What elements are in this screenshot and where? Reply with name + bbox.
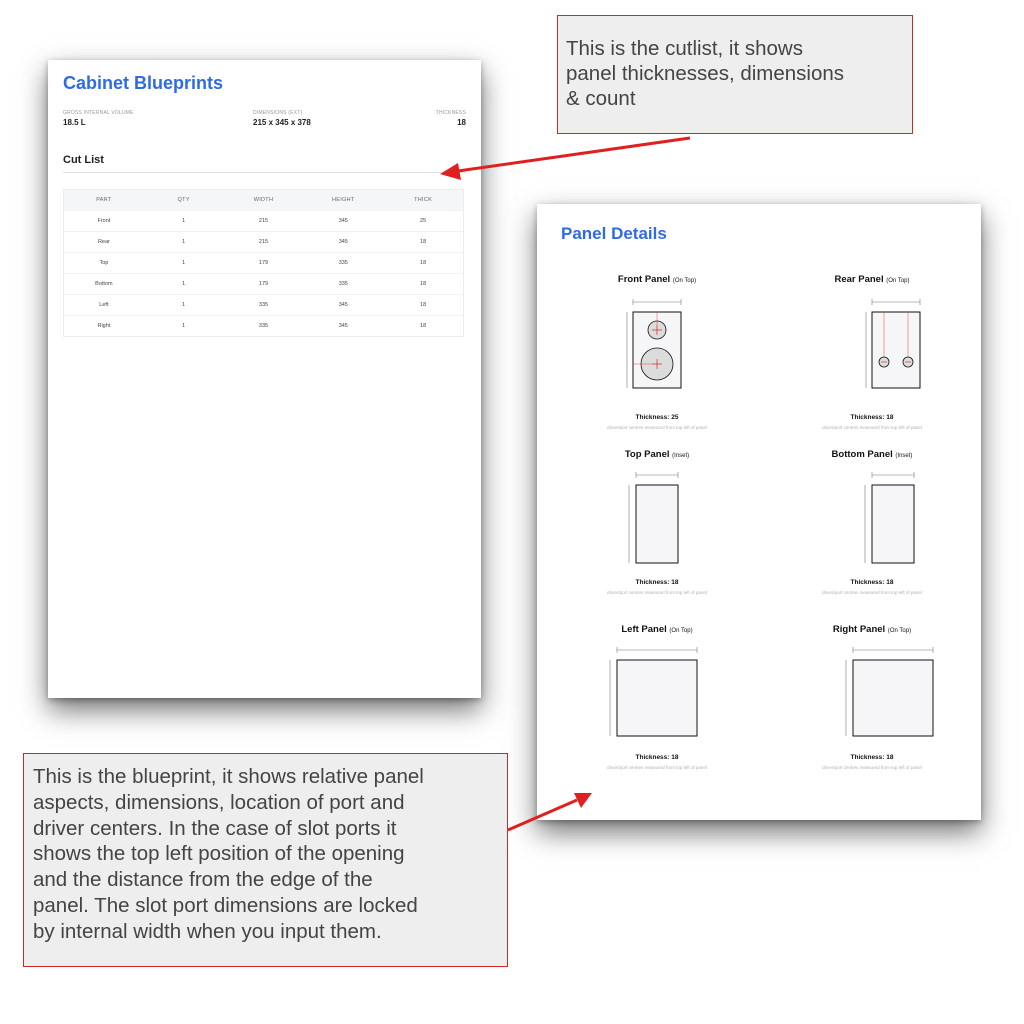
callout-line: and the distance from the edge of the <box>33 868 373 892</box>
table-cell: 18 <box>420 281 427 287</box>
column-header: QTY <box>177 197 190 203</box>
panel-thickness: Thickness: 18 <box>850 579 894 586</box>
panel-mount-note: (Inset) <box>895 453 913 459</box>
table-cell: 335 <box>258 323 269 329</box>
table-cell: 1 <box>182 260 186 266</box>
table-row <box>64 315 463 336</box>
table-cell: 335 <box>258 302 269 308</box>
column-header: PART <box>96 197 112 203</box>
table-cell: Front <box>97 218 111 224</box>
table-cell: 345 <box>338 323 348 329</box>
callout-line: panel thicknesses, dimensions <box>566 62 845 85</box>
panel-thickness: Thickness: 18 <box>635 579 679 586</box>
table-row <box>64 210 463 231</box>
table-row <box>64 231 463 252</box>
right-panel-drawing <box>777 638 967 758</box>
summary-value: 18 <box>457 118 466 127</box>
callout-line: panel. The slot port dimensions are locked <box>33 894 418 918</box>
table-cell: 18 <box>420 323 427 329</box>
bottom-panel-drawing <box>777 463 967 583</box>
panel-thickness: Thickness: 18 <box>850 754 894 761</box>
panel-caption: driver/port centres measured from top left of panel <box>822 590 922 595</box>
table-cell: 18 <box>420 302 427 308</box>
panel-top <box>562 449 752 619</box>
summary-value: 18.5 L <box>63 118 86 127</box>
summary-volume <box>63 110 134 127</box>
summary-row <box>63 110 466 134</box>
blueprint-callout <box>23 753 508 967</box>
panel-title: Left Panel <box>621 624 667 635</box>
panel-rear <box>777 274 967 444</box>
panel-thickness: Thickness: 18 <box>635 754 679 761</box>
panel-title: Right Panel <box>832 624 886 635</box>
table-cell: 179 <box>258 260 269 266</box>
table-cell: Bottom <box>95 281 113 287</box>
callout-line: shows the top left position of the opening <box>33 842 405 866</box>
table-cell: 215 <box>258 218 269 224</box>
panel-right <box>777 624 967 794</box>
table-cell: 1 <box>182 218 186 224</box>
divider <box>63 172 466 173</box>
panel-caption: driver/port centres measured from top left of panel <box>607 425 707 430</box>
table-cell: Right <box>97 323 111 329</box>
panel-caption: driver/port centres measured from top left of panel <box>607 765 707 770</box>
panel-mount-note: (On Top) <box>886 278 910 284</box>
panel-thickness: Thickness: 18 <box>850 414 894 421</box>
panel-mount-note: (On Top) <box>669 628 693 634</box>
panel-front <box>562 274 752 444</box>
table-cell: 345 <box>338 239 348 245</box>
table-cell: 18 <box>420 239 427 245</box>
front-panel-drawing <box>562 288 752 408</box>
panel-title: Rear Panel <box>834 274 884 285</box>
panel-caption: driver/port centres measured from top left of panel <box>607 590 707 595</box>
cabinet-blueprints-page <box>48 60 481 698</box>
cut-list-table <box>63 189 464 337</box>
table-cell: 1 <box>182 323 186 329</box>
table-cell: 345 <box>338 218 348 224</box>
table-row <box>64 252 463 273</box>
summary-label: DIMENSIONS (EXT) <box>253 110 303 116</box>
panel-thickness: Thickness: 25 <box>635 414 679 421</box>
column-header: WIDTH <box>253 197 274 203</box>
panel-mount-note: (On Top) <box>672 278 697 284</box>
panel-caption: driver/port centres measured from top left of panel <box>822 425 922 430</box>
table-cell: 1 <box>182 302 186 308</box>
callout-line: driver centers. In the case of slot ports it <box>33 816 397 840</box>
table-cell: 1 <box>182 239 186 245</box>
summary-thickness <box>436 110 466 127</box>
panel-title: Top Panel <box>624 449 670 460</box>
cutlist-arrow <box>458 138 690 171</box>
panel-title: Front Panel <box>617 274 671 285</box>
column-header: HEIGHT <box>332 197 355 203</box>
table-cell: 345 <box>338 302 348 308</box>
table-cell: Rear <box>97 239 110 245</box>
top-panel-drawing <box>562 463 752 583</box>
table-header-row <box>64 190 463 210</box>
page-title: Cabinet Blueprints <box>63 73 224 93</box>
panel-mount-note: (Inset) <box>672 453 690 459</box>
table-cell: Top <box>99 260 109 266</box>
panel-bottom <box>777 449 967 619</box>
table-cell: 18 <box>420 260 427 266</box>
panel-left <box>562 624 752 794</box>
panel-caption: driver/port centres measured from top left of panel <box>822 765 922 770</box>
summary-label: GROSS INTERNAL VOLUME <box>63 110 134 116</box>
table-row <box>64 294 463 315</box>
cut-list-heading: Cut List <box>63 154 104 166</box>
callout-line: aspects, dimensions, location of port and <box>33 790 405 814</box>
table-cell: 335 <box>338 281 348 287</box>
table-cell: 179 <box>258 281 269 287</box>
panel-title: Bottom Panel <box>831 449 893 460</box>
table-cell: 25 <box>420 218 427 224</box>
summary-dimensions <box>253 110 311 127</box>
page-title: Panel Details <box>561 224 667 243</box>
rear-panel-drawing <box>777 288 967 408</box>
cutlist-callout <box>557 15 913 134</box>
summary-value: 215 x 345 x 378 <box>253 118 311 127</box>
column-header: THICK <box>414 197 433 203</box>
callout-line: by internal width when you input them. <box>33 919 382 943</box>
table-cell: 335 <box>338 260 348 266</box>
panel-mount-note: (On Top) <box>887 628 912 634</box>
callout-line: This is the cutlist, it shows <box>566 37 803 60</box>
left-panel-drawing <box>562 638 752 758</box>
panel-details-page <box>537 204 981 820</box>
table-cell: 215 <box>258 239 269 245</box>
summary-label: THICKNESS <box>435 110 466 116</box>
table-cell: Left <box>99 302 109 308</box>
table-row <box>64 273 463 294</box>
table-cell: 1 <box>182 281 186 287</box>
callout-line: & count <box>566 87 636 110</box>
callout-line: This is the blueprint, it shows relative panel <box>33 765 424 788</box>
